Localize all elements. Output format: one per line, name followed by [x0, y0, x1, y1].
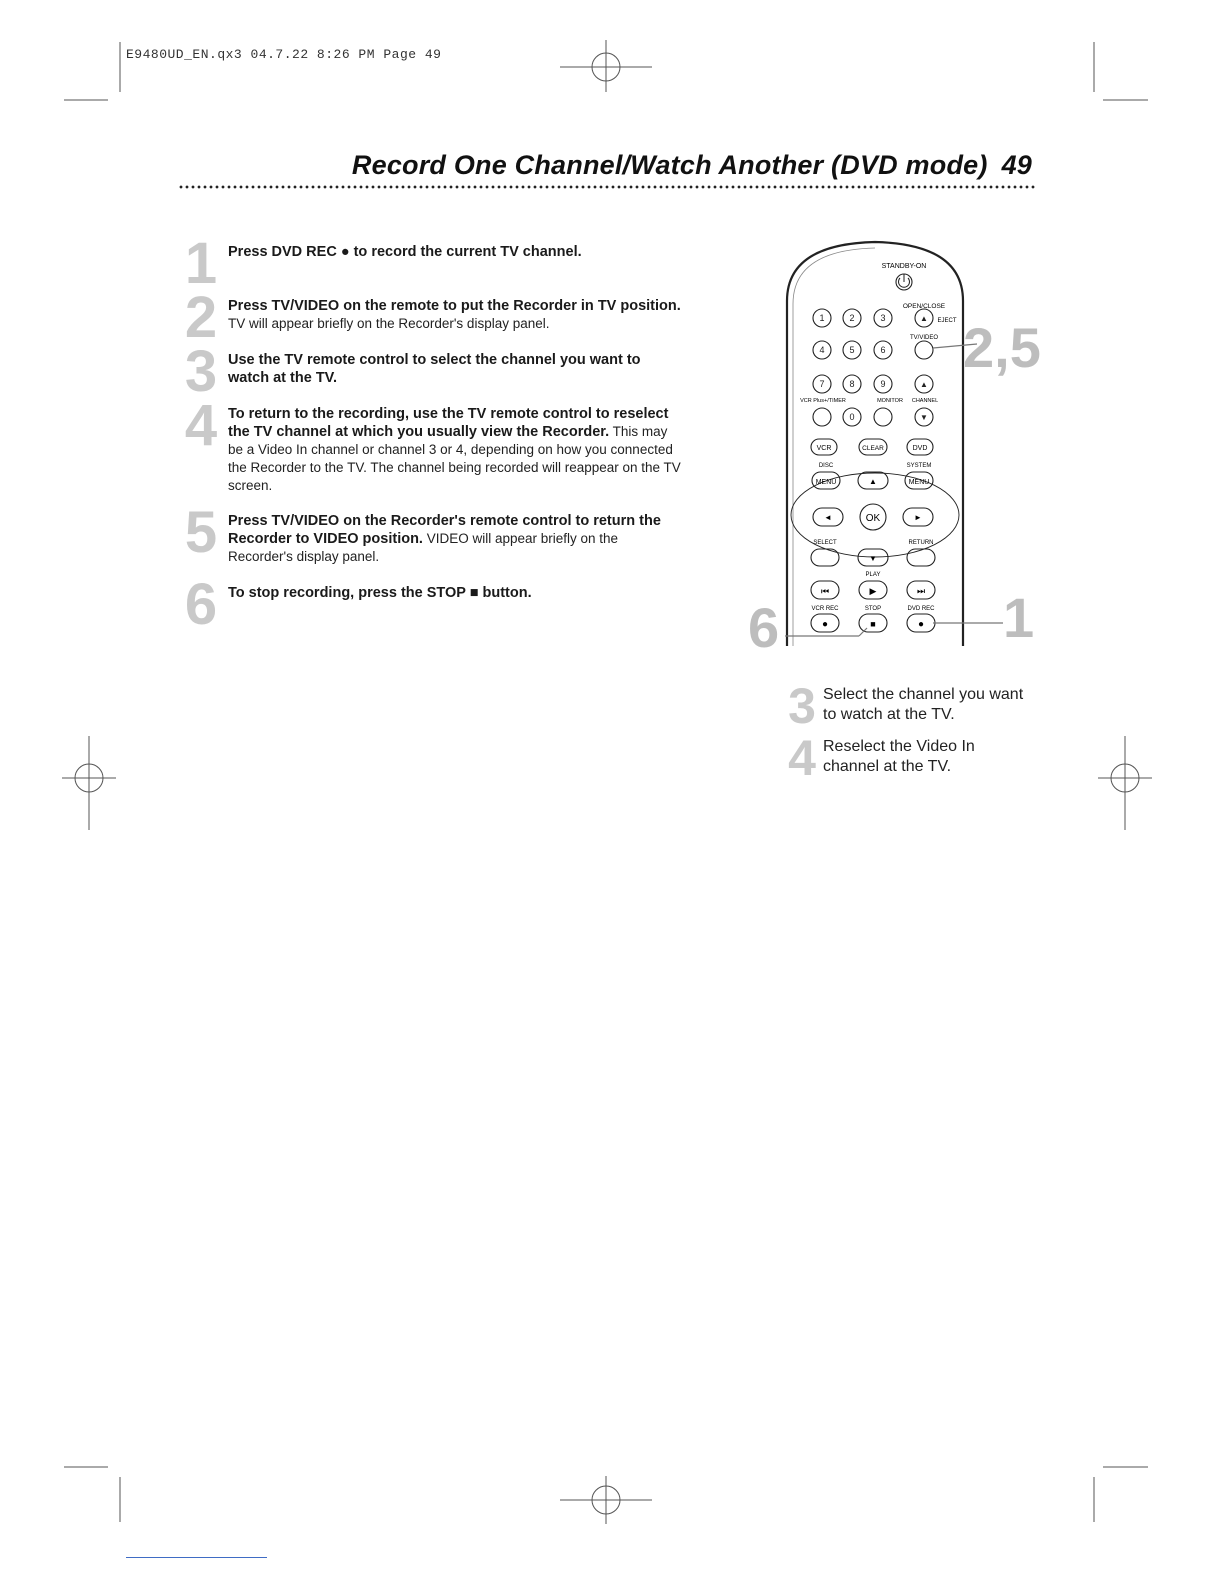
power-icon [896, 274, 912, 290]
step-instruction: To stop recording, press the STOP ■ button. [228, 585, 532, 601]
dotted-rule [178, 185, 1035, 189]
ok-label: OK [865, 513, 881, 524]
tv-video-button [915, 341, 933, 359]
system-menu-label: MENU [908, 479, 930, 486]
step-number: 2 [184, 285, 218, 350]
vcr-button-label: VCR [816, 445, 832, 452]
channel-up-icon: ▲ [920, 380, 928, 389]
button-5-label: 5 [849, 345, 855, 355]
step-note: VIDEO will appear briefly on the Recorder's display panel. [228, 531, 619, 564]
dvd-rec-label: DVD REC [907, 606, 935, 612]
disc-label: DISC [818, 463, 834, 469]
clear-button-label: CLEAR [862, 445, 884, 452]
remote-illustration [745, 236, 1045, 676]
return-button [907, 549, 935, 566]
eject-icon: ▲ [920, 314, 928, 323]
side-step-text: Reselect the Video In channel at the TV. [823, 738, 975, 775]
monitor-label: MONITOR [877, 398, 903, 404]
button-1-label: 1 [819, 313, 825, 323]
stop-icon: ■ [870, 619, 876, 629]
vcr-record-icon: ● [821, 619, 829, 630]
play-icon: ▶ [869, 586, 877, 596]
return-label: RETURN [908, 540, 934, 546]
button-8-label: 8 [849, 379, 855, 389]
callout-6: 6 [748, 596, 780, 659]
step-number: 1 [184, 231, 218, 296]
button-7-label: 7 [819, 379, 825, 389]
step-number: 5 [184, 500, 218, 565]
side-step-number: 3 [788, 678, 816, 734]
step-note: TV will appear briefly on the Recorder's display panel. [228, 316, 550, 331]
left-arrow-icon: ◄ [824, 513, 832, 522]
down-arrow-icon: ▼ [869, 554, 877, 563]
play-label: PLAY [865, 572, 881, 578]
step-instruction: Press TV/VIDEO on the Recorder's remote control to return the Recorder to VIDEO position. [228, 513, 661, 547]
stop-label: STOP [864, 606, 882, 612]
callout-1: 1 [1003, 586, 1035, 649]
vcr-plus-label: VCR Plus+/TIMER [800, 398, 846, 404]
open-close-label: OPEN/CLOSE [902, 303, 946, 310]
system-label: SYSTEM [906, 463, 932, 469]
rewind-icon: ⏮ [820, 586, 830, 596]
bottom-underline [126, 1557, 267, 1558]
step-number: 4 [184, 393, 218, 458]
dvd-button-label: DVD [912, 445, 928, 452]
channel-label: CHANNEL [911, 398, 939, 404]
button-4-label: 4 [819, 345, 825, 355]
side-step-text: Select the channel you want to watch at the TV. [823, 686, 1024, 723]
vcr-plus-button [813, 408, 831, 426]
step-number: 6 [184, 572, 218, 637]
forward-icon: ⏭ [916, 586, 926, 596]
step-instruction: To return to the recording, use the TV remote control to reselect the TV channel at which you usually view the Recorder. [228, 406, 669, 440]
dvd-record-icon: ● [917, 619, 925, 630]
step-note: This may be a Video In channel or channel 3 or 4, depending on how you connected the Recorder to the TV. The channel being recorded will reappear on the TV screen. [228, 424, 681, 493]
right-arrow-icon: ► [914, 513, 922, 522]
page-number: 49 [1001, 150, 1032, 180]
page-title [352, 150, 1032, 181]
callout-2-5: 2,5 [963, 316, 1041, 379]
channel-down-icon: ▼ [920, 413, 928, 422]
disc-menu-label: MENU [815, 479, 837, 486]
monitor-button [874, 408, 892, 426]
button-3-label: 3 [880, 313, 886, 323]
eject-label: EJECT [937, 318, 957, 324]
up-arrow-icon: ▲ [869, 477, 877, 486]
step-instruction: Use the TV remote control to select the channel you want to watch at the TV. [228, 352, 641, 386]
button-2-label: 2 [849, 313, 855, 323]
number-buttons [813, 309, 933, 426]
select-label: SELECT [813, 540, 837, 546]
tv-video-label: TV/VIDEO [909, 335, 939, 341]
button-9-label: 9 [880, 379, 886, 389]
button-0-label: 0 [849, 412, 855, 422]
title-text: Record One Channel/Watch Another (DVD mode) [351, 150, 988, 180]
vcr-rec-label: VCR REC [811, 606, 839, 612]
step-instruction: Press TV/VIDEO on the remote to put the Recorder in TV position. [228, 298, 681, 314]
print-slug: E9480UD_EN.qx3 04.7.22 8:26 PM Page 49 [126, 47, 442, 62]
step-number: 3 [184, 339, 218, 404]
button-6-label: 6 [880, 345, 886, 355]
standby-label: STANDBY-ON [881, 263, 927, 270]
step-instruction: Press DVD REC ● to record the current TV channel. [228, 244, 582, 260]
side-step-number: 4 [788, 730, 816, 786]
